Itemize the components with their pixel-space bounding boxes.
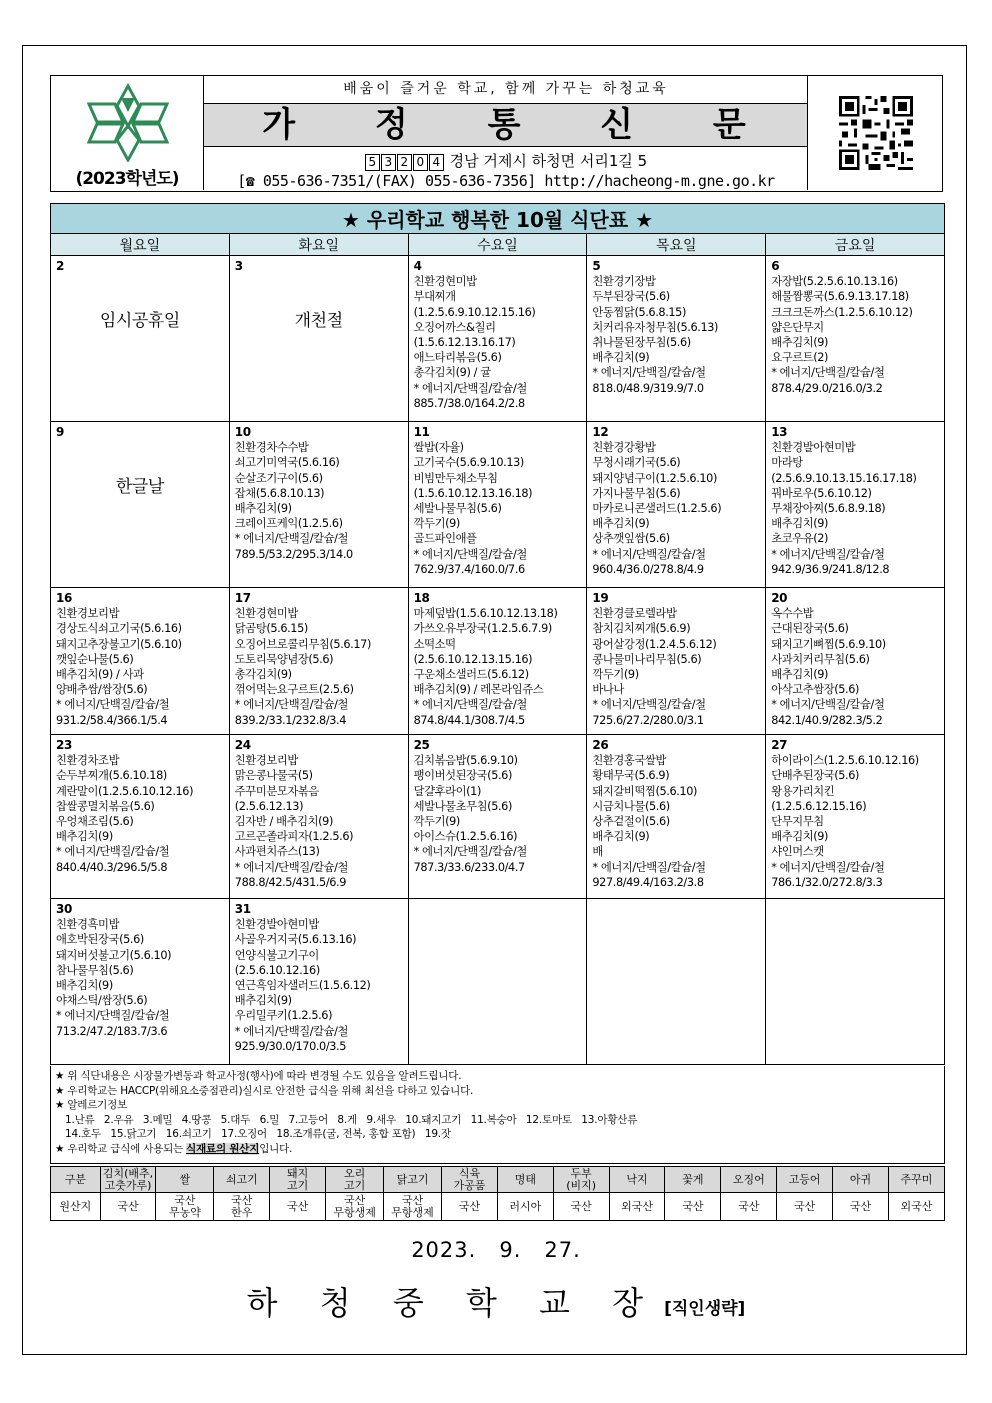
menu-item: * 에너지/단백질/칼슘/철	[56, 845, 170, 859]
menu-item: * 에너지/단백질/칼슘/철	[413, 698, 527, 712]
day-number: 27	[771, 738, 788, 752]
menu-item: 무청시래기국(5.6)	[592, 456, 681, 470]
origin-header-cell: 고등어	[777, 1167, 833, 1193]
menu-item: 해물짬뽕국(5.6.9.13.17.18)	[771, 290, 909, 304]
day-number: 10	[234, 425, 251, 439]
menu-item: 배추김치(9)	[771, 336, 829, 350]
origin-header-cell: 돼지 고기	[270, 1167, 326, 1193]
menu-item: * 에너지/단백질/칼슘/철	[771, 366, 885, 380]
origin-value-cell: 국산 무항생제	[326, 1193, 384, 1221]
day-header: 수요일	[408, 234, 587, 256]
menu-item: 배추김치(9)	[592, 830, 650, 844]
weekday-header-row	[51, 234, 945, 256]
menu-day-cell	[587, 735, 766, 899]
menu-item: 배추김치(9)	[771, 830, 829, 844]
menu-item: 839.2/33.1/232.8/3.4	[234, 713, 347, 727]
day-number: 13	[771, 425, 788, 439]
menu-item: 왕용가리치킨	[771, 784, 835, 798]
menu-day-cell	[51, 735, 230, 899]
menu-item: 배추김치(9)	[771, 668, 829, 682]
menu-item: (1.5.6.12.13.16.17)	[413, 336, 516, 350]
qr-code-icon[interactable]	[839, 96, 913, 170]
note-origin-highlight: 식재료의 원산지	[186, 1142, 260, 1155]
menu-week-row	[51, 256, 945, 422]
menu-item: 친환경차조밥	[56, 754, 120, 768]
school-year: (2023학년도)	[75, 169, 179, 189]
menu-item: 치커리유자청무침(5.6.13)	[592, 320, 719, 334]
day-number: 12	[592, 425, 609, 439]
origin-value-cell: 국산	[442, 1193, 498, 1221]
origin-header-cell: 오리 고기	[326, 1167, 384, 1193]
zip-digit: 0	[413, 154, 428, 171]
menu-item: * 에너지/단백질/칼슘/철	[771, 547, 885, 561]
origin-header-cell: 김치(배추, 고춧가루)	[100, 1167, 156, 1193]
menu-item: 842.1/40.9/282.3/5.2	[771, 713, 883, 727]
menu-item: 787.3/33.6/233.0/4.7	[413, 860, 525, 874]
menu-item: 초코우유(2)	[771, 532, 829, 546]
menu-item: 팽이버섯된장국(5.6)	[413, 769, 512, 783]
menu-day-cell	[587, 588, 766, 735]
allergy-list-2: 14.호두 15.닭고기 16.쇠고기 17.오징어 18.조개류(굴, 전복, 홍합 포함) 19.잣	[65, 1128, 451, 1140]
menu-item: 오징어까스&칠리	[413, 320, 496, 334]
menu-item: 친환경기장밥	[592, 275, 656, 289]
origin-table	[50, 1166, 945, 1221]
origin-header-cell: 식육 가공품	[442, 1167, 498, 1193]
day-number: 5	[592, 259, 601, 273]
menu-item: 깻잎순나물(5.6)	[56, 652, 134, 666]
menu-item: 돼지고기뼈찜(5.6.9.10)	[771, 637, 886, 651]
menu-item: 세발나물무침(5.6)	[413, 502, 502, 516]
day-number: 6	[771, 259, 780, 273]
menu-item: 꺾어먹는요구르트(2.5.6)	[234, 683, 354, 697]
origin-header-cell: 쇠고기	[214, 1167, 270, 1193]
issue-date: 2023. 9. 27.	[411, 1238, 581, 1262]
header-center	[204, 76, 808, 190]
menu-item: 찹쌀콩멸치볶음(5.6)	[56, 799, 155, 813]
origin-value-cell: 국산	[270, 1193, 326, 1221]
day-number: 25	[413, 738, 430, 752]
origin-value-cell: 국산 무항생제	[384, 1193, 442, 1221]
menu-item: 고르곤졸라피자(1.2.5.6)	[234, 830, 354, 844]
note-haccp: ★ 우리학교는 HACCP(위해요소중점관리)실시로 안전한 급식을 위해 최선을 다하고 있습니다.	[55, 1084, 474, 1097]
origin-header-cell: 구분	[51, 1167, 101, 1193]
menu-item: 크크크돈까스(1.2.5.6.10.12)	[771, 305, 913, 319]
origin-header-cell: 닭고기	[384, 1167, 442, 1193]
page-title: 가 정 통 신 문	[204, 104, 808, 147]
holiday-label: 한글날	[115, 477, 164, 498]
menu-item: * 에너지/단백질/칼슘/철	[592, 698, 706, 712]
menu-item: 배추김치(9)	[771, 517, 829, 531]
menu-item: 배추김치(9) / 레몬라임쥬스	[413, 683, 544, 697]
origin-header-cell: 꽃게	[665, 1167, 721, 1193]
menu-item: (1.2.5.6.9.10.12.15.16)	[413, 305, 536, 319]
origin-header-cell: 두부 (비지)	[553, 1167, 609, 1193]
menu-item: 친환경흑미밥	[56, 918, 120, 932]
menu-item: 깍두기(9)	[592, 668, 639, 682]
menu-item: 친환경현미밥	[234, 607, 298, 621]
menu-item: 맑은콩나물국(5)	[234, 769, 313, 783]
menu-item: 계란말이(1.2.5.6.10.12.16)	[56, 784, 194, 798]
menu-day-cell	[51, 899, 230, 1065]
menu-item: 배추김치(9)	[592, 517, 650, 531]
origin-value-cell: 국산	[721, 1193, 777, 1221]
menu-item: 옥수수밥	[771, 607, 814, 621]
holiday-label: 개천절	[294, 311, 343, 332]
menu-item: 두부된장국(5.6)	[592, 290, 670, 304]
menu-day-cell	[229, 899, 408, 1065]
menu-item: 840.4/40.3/296.5/5.8	[56, 860, 168, 874]
day-header: 월요일	[51, 234, 230, 256]
menu-item: 깍두기(9)	[413, 517, 460, 531]
menu-item: 친환경발아현미밥	[771, 441, 856, 455]
menu-item: 단무지무침	[771, 815, 824, 829]
menu-item: 광어살강정(1.2.4.5.6.12)	[592, 637, 717, 651]
menu-item: (2.5.6.10.12.16)	[234, 963, 320, 977]
menu-item: 친환경홍국쌀밥	[592, 754, 666, 768]
zip-digit: 4	[429, 154, 444, 171]
menu-item: 비빔만두채소무침	[413, 471, 498, 485]
menu-item: 단배추된장국(5.6)	[771, 769, 860, 783]
menu-day-cell	[51, 422, 230, 588]
menu-item: (1.2.5.6.12.15.16)	[771, 799, 867, 813]
menu-day-cell	[408, 256, 587, 422]
origin-value-cell: 외국산	[888, 1193, 944, 1221]
day-number: 11	[413, 425, 430, 439]
menu-item: 가쓰오유부장국(1.2.5.6.7.9)	[413, 622, 552, 636]
allergy-list-1: 1.난류 2.우유 3.메밀 4.땅콩 5.대두 6.밀 7.고등어 8.게 9.새우 10.돼지고기 11.복숭아 12.토마토 13.아황산류	[65, 1113, 638, 1126]
menu-item: 배	[592, 845, 603, 859]
menu-item: 885.7/38.0/164.2/2.8	[413, 396, 525, 410]
menu-day-cell	[766, 735, 945, 899]
menu-day-cell	[408, 735, 587, 899]
menu-item: 순살조기구이(5.6)	[234, 471, 323, 485]
menu-item: * 에너지/단백질/칼슘/철	[771, 698, 885, 712]
menu-item: 바나나	[592, 683, 624, 697]
menu-item: 818.0/48.9/319.9/7.0	[592, 381, 704, 395]
menu-item: 돼지버섯불고기(5.6.10)	[56, 948, 172, 962]
menu-day-cell	[766, 256, 945, 422]
origin-value-cell: 국산	[100, 1193, 156, 1221]
menu-item: (1.5.6.10.12.13.16.18)	[413, 486, 533, 500]
menu-item: * 에너지/단백질/칼슘/철	[413, 381, 527, 395]
menu-item: 언양식불고기구이	[234, 948, 319, 962]
menu-day-cell	[229, 422, 408, 588]
principal-signature	[0, 1278, 992, 1324]
origin-header-row	[51, 1167, 945, 1193]
menu-day-cell	[587, 422, 766, 588]
note-origin-pre: ★ 우리학교 급식에 사용되는	[55, 1142, 183, 1155]
menu-day-cell	[766, 899, 945, 1065]
menu-item: 취나물된장무침(5.6)	[592, 336, 691, 350]
menu-item: 크레이프케익(1.2.5.6)	[234, 517, 343, 531]
day-number: 2	[56, 259, 64, 273]
menu-day-cell	[408, 588, 587, 735]
menu-item: (2.5.6.12.13)	[234, 799, 304, 813]
menu-item: * 에너지/단백질/칼슘/철	[56, 698, 170, 712]
menu-item: * 에너지/단백질/칼슘/철	[592, 860, 706, 874]
day-number: 30	[56, 902, 72, 916]
menu-item: * 에너지/단백질/칼슘/철	[234, 698, 349, 712]
menu-item: 713.2/47.2/183.7/3.6	[56, 1024, 168, 1038]
note-allergy-title: ★ 알레르기정보	[55, 1099, 128, 1111]
notes-section	[50, 1066, 945, 1164]
menu-day-cell	[587, 256, 766, 422]
menu-item: 시금치나물(5.6)	[592, 799, 670, 813]
menu-item: 애느타리볶음(5.6)	[413, 351, 502, 365]
menu-item: 친환경클로렐라밥	[592, 607, 677, 621]
zip-digit: 5	[365, 154, 380, 171]
menu-item: 근대된장국(5.6)	[771, 622, 849, 636]
menu-item: 깍두기(9)	[413, 815, 460, 829]
menu-item: 925.9/30.0/170.0/3.5	[234, 1039, 347, 1053]
menu-item: * 에너지/단백질/칼슘/철	[234, 1024, 349, 1038]
menu-item: 사골우거지국(5.6.13.16)	[234, 933, 357, 947]
menu-item: 돼지갈비떡찜(5.6.10)	[592, 784, 698, 798]
menu-day-cell	[408, 422, 587, 588]
menu-item: 골드파인애플	[413, 532, 477, 546]
menu-item: 소떡소떡	[413, 637, 456, 651]
menu-item: (2.5.6.9.10.13.15.16.17.18)	[771, 471, 917, 485]
menu-item: 얇은단무지	[771, 320, 824, 334]
day-header: 금요일	[766, 234, 945, 256]
menu-item: * 에너지/단백질/칼슘/철	[592, 366, 706, 380]
menu-item: 아삭고추쌈장(5.6)	[771, 683, 860, 697]
origin-value-cell: 국산	[777, 1193, 833, 1221]
menu-day-cell	[408, 899, 587, 1065]
menu-item: 762.9/37.4/160.0/7.6	[413, 562, 525, 576]
menu-item: 874.8/44.1/308.7/4.5	[413, 713, 525, 727]
menu-item: 사과치커리무침(5.6)	[771, 652, 870, 666]
school-logo	[51, 76, 204, 190]
menu-item: 쇠고기미역국(5.6.16)	[234, 456, 340, 470]
menu-week-row	[51, 899, 945, 1065]
menu-item: 마라탕	[771, 456, 803, 470]
day-number: 4	[413, 259, 422, 273]
origin-header-cell: 아귀	[833, 1167, 889, 1193]
menu-day-cell	[766, 588, 945, 735]
menu-day-cell	[229, 588, 408, 735]
menu-item: 마제덮밥(1.5.6.10.12.13.18)	[413, 607, 558, 621]
menu-item: * 에너지/단백질/칼슘/철	[413, 547, 527, 561]
letter-header	[50, 75, 943, 192]
origin-value-cell: 원산지	[51, 1193, 101, 1221]
menu-item: 상추깻잎쌈(5.6)	[592, 532, 670, 546]
menu-week-row	[51, 588, 945, 735]
menu-item: 우리밀쿠키(1.2.5.6)	[234, 1009, 333, 1023]
menu-item: * 에너지/단백질/칼슘/철	[413, 845, 527, 859]
principal-title: 하 청 중 학 교 장	[246, 1284, 659, 1322]
origin-value-cell: 국산	[665, 1193, 721, 1221]
school-motto: 배움이 즐거운 학교, 함께 가꾸는 하청교육	[204, 76, 808, 104]
qr-code[interactable]	[807, 76, 942, 190]
menu-item: 참나물무침(5.6)	[56, 963, 134, 977]
menu-day-cell	[766, 422, 945, 588]
menu-item: 배추김치(9)	[234, 502, 292, 516]
menu-item: 878.4/29.0/216.0/3.2	[771, 381, 883, 395]
menu-item: 주꾸미분모자볶음	[234, 784, 319, 798]
origin-header-cell: 쌀	[156, 1167, 214, 1193]
menu-item: 배추김치(9)	[234, 994, 292, 1008]
day-number: 3	[234, 259, 243, 273]
menu-item: 자장밥(5.2.5.6.10.13.16)	[771, 275, 898, 289]
menu-item: 달걀후라이(1)	[413, 784, 481, 798]
menu-item: 양배추쌈/쌈장(5.6)	[56, 683, 148, 697]
menu-item: 참치김치찌개(5.6.9)	[592, 622, 691, 636]
day-number: 26	[592, 738, 609, 752]
origin-header-cell: 주꾸미	[888, 1167, 944, 1193]
menu-item: 도토리묵양념장(5.6)	[234, 652, 334, 666]
menu-item: * 에너지/단백질/칼슘/철	[56, 1009, 170, 1023]
seal-omitted: [직인생략]	[664, 1299, 746, 1319]
menu-item: 789.5/53.2/295.3/14.0	[234, 547, 353, 561]
note-price-change: ★ 위 식단내용은 시장물가변동과 학교사정(행사)에 따라 변경될 수도 있음을 알려드립니다.	[55, 1070, 462, 1082]
menu-week-row	[51, 735, 945, 899]
menu-day-cell	[587, 899, 766, 1065]
menu-item: 돼지고추장불고기(5.6.10)	[56, 637, 182, 651]
menu-item: 안동찜닭(5.6.8.15)	[592, 305, 686, 319]
menu-item: 931.2/58.4/366.1/5.4	[56, 713, 168, 727]
menu-item: 사과편치쥬스(13)	[234, 845, 320, 859]
menu-item: 김자반 / 배추김치(9)	[234, 815, 333, 829]
day-number: 17	[234, 591, 251, 605]
day-number: 23	[56, 738, 72, 752]
school-address: 경남 거제시 하청면 서리1길 5	[449, 152, 648, 170]
menu-item: 구운채소샐러드(5.6.12)	[413, 668, 529, 682]
menu-item: (2.5.6.10.12.13.15.16)	[413, 652, 533, 666]
menu-item: 배추김치(9)	[56, 979, 113, 993]
note-origin-post: 입니다.	[259, 1142, 293, 1155]
origin-value-cell: 국산	[833, 1193, 889, 1221]
menu-item: * 에너지/단백질/칼슘/철	[771, 860, 885, 874]
origin-value-cell: 외국산	[609, 1193, 665, 1221]
menu-item: 786.1/32.0/272.8/3.3	[771, 875, 883, 889]
menu-item: 우엉채조림(5.6)	[56, 815, 134, 829]
menu-item: * 에너지/단백질/칼슘/철	[234, 860, 349, 874]
menu-item: 친환경강황밥	[592, 441, 656, 455]
menu-item: 연근흑임자샐러드(1.5.6.12)	[234, 979, 371, 993]
menu-item: 콩나물미나리무침(5.6)	[592, 652, 702, 666]
menu-item: 샤인머스캣	[771, 845, 824, 859]
monthly-menu-table	[50, 203, 945, 1065]
menu-item: 친환경발아현미밥	[234, 918, 319, 932]
menu-item: 마카로니콘샐러드(1.2.5.6)	[592, 502, 722, 516]
day-number: 16	[56, 591, 72, 605]
school-emblem-icon	[85, 82, 171, 162]
menu-day-cell	[51, 588, 230, 735]
menu-item: 황태무국(5.6.9)	[592, 769, 670, 783]
menu-item: 김치볶음밥(5.6.9.10)	[413, 754, 518, 768]
menu-item: 총각김치(9)	[234, 668, 292, 682]
menu-item: 경상도식쇠고기국(5.6.16)	[56, 622, 182, 636]
day-number: 24	[234, 738, 251, 752]
day-header: 화요일	[229, 234, 408, 256]
menu-item: 요구르트(2)	[771, 351, 829, 365]
menu-item: 배추김치(9) / 사과	[56, 668, 144, 682]
menu-item: 무채장아찌(5.6.8.9.18)	[771, 502, 886, 516]
menu-item: 하이라이스(1.2.5.6.10.12.16)	[771, 754, 919, 768]
origin-value-cell: 러시아	[497, 1193, 553, 1221]
day-number: 18	[413, 591, 430, 605]
menu-item: 가지나물무침(5.6)	[592, 486, 681, 500]
menu-item: 친환경보리밥	[234, 754, 298, 768]
origin-header-cell: 오징어	[721, 1167, 777, 1193]
menu-item: 세발나물초무침(5.6)	[413, 799, 512, 813]
origin-value-cell: 국산 한우	[214, 1193, 270, 1221]
origin-value-cell: 국산	[553, 1193, 609, 1221]
menu-item: 친환경현미밥	[413, 275, 477, 289]
menu-item: 아이스슈(1.2.5.6.16)	[413, 830, 518, 844]
menu-item: 닭곰탕(5.6.15)	[234, 622, 308, 636]
menu-item: 788.8/42.5/431.5/6.9	[234, 875, 347, 889]
origin-header-cell: 낙지	[609, 1167, 665, 1193]
menu-item: 총각김치(9) / 귤	[413, 366, 491, 380]
menu-item: 927.8/49.4/163.2/3.8	[592, 875, 704, 889]
zip-digit: 2	[397, 154, 412, 171]
day-number: 31	[234, 902, 251, 916]
day-header: 목요일	[587, 234, 766, 256]
menu-item: 배추김치(9)	[592, 351, 650, 365]
menu-item: 꿔바로우(5.6.10.12)	[771, 486, 872, 500]
menu-weeks	[51, 256, 945, 1065]
menu-item: 오징어브로콜리무침(5.6.17)	[234, 637, 371, 651]
holiday-label: 임시공휴일	[99, 311, 180, 332]
menu-item: 725.6/27.2/280.0/3.1	[592, 713, 704, 727]
origin-value-cell: 국산 무농약	[156, 1193, 214, 1221]
menu-item: 야채스틱/쌈장(5.6)	[56, 994, 148, 1008]
day-number: 20	[771, 591, 788, 605]
menu-item: 부대찌개	[413, 290, 456, 304]
menu-banner: ★ 우리학교 행복한 10월 식단표 ★	[51, 204, 945, 234]
menu-item: 순두부찌개(5.6.10.18)	[56, 769, 167, 783]
menu-item: 960.4/36.0/278.8/4.9	[592, 562, 704, 576]
menu-item: 쌀밥(자율)	[413, 441, 464, 455]
menu-day-cell	[229, 256, 408, 422]
menu-day-cell	[229, 735, 408, 899]
menu-day-cell	[51, 256, 230, 422]
menu-week-row	[51, 422, 945, 588]
menu-item: * 에너지/단백질/칼슘/철	[592, 547, 706, 561]
school-address-line	[204, 150, 808, 171]
menu-item: 942.9/36.9/241.8/12.8	[771, 562, 890, 576]
note-origin	[55, 1142, 940, 1157]
menu-item: 애호박된장국(5.6)	[56, 933, 144, 947]
zip-code	[365, 152, 450, 170]
contact-info: [☎ 055-636-7351/(FAX) 055-636-7356] http://hacheong-m.gne.go.kr	[237, 172, 775, 190]
origin-value-row	[51, 1193, 945, 1221]
day-number: 9	[56, 425, 64, 439]
menu-item: 친환경보리밥	[56, 607, 120, 621]
menu-item: 고기국수(5.6.9.10.13)	[413, 456, 524, 470]
menu-item: 친환경차수수밥	[234, 441, 309, 455]
menu-item: 돼지양념구이(1.2.5.6.10)	[592, 471, 717, 485]
zip-digit: 3	[381, 154, 396, 171]
menu-item: 잡채(5.6.8.10.13)	[234, 486, 325, 500]
menu-item: * 에너지/단백질/칼슘/철	[234, 532, 349, 546]
origin-header-cell: 명태	[497, 1167, 553, 1193]
menu-item: 상추겉절이(5.6)	[592, 815, 670, 829]
day-number: 19	[592, 591, 609, 605]
menu-item: 배추김치(9)	[56, 830, 113, 844]
